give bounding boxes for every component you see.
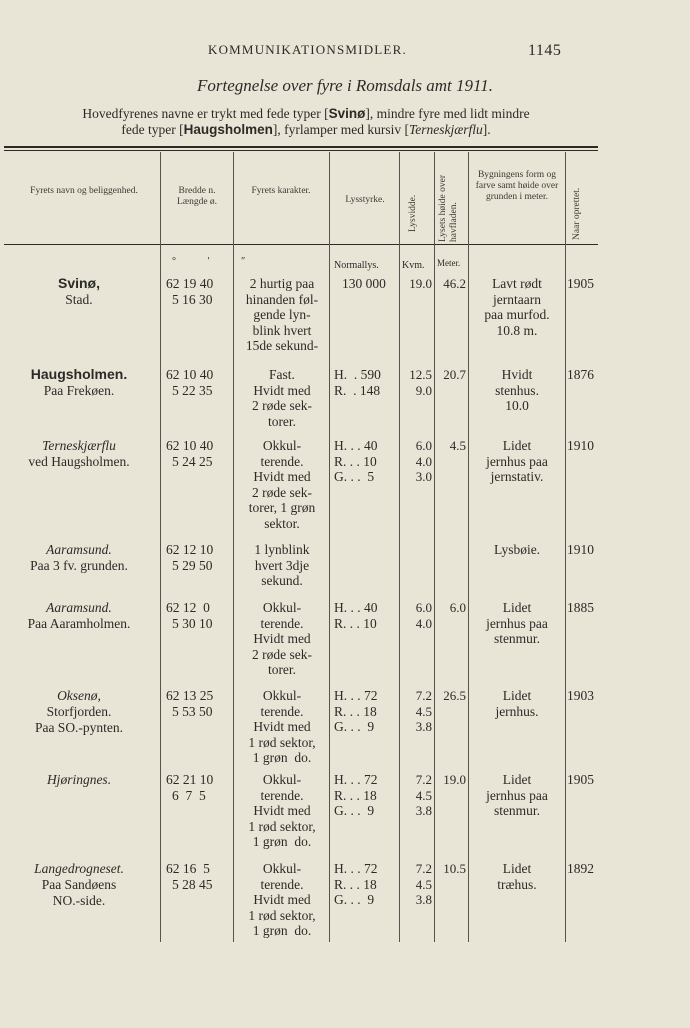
- lighthouse-name: Langedrogneset.: [34, 861, 124, 876]
- col-header-range: Lysvidde.: [408, 194, 418, 232]
- col-rule: [468, 152, 469, 942]
- intro-text: Hovedfyrenes navne er trykt med fede typer [Svinø], mindre fyre med lidt mindre fede typer [Haugsholmen], fyrlamper med kursiv [Terneskjærflu].: [82, 106, 530, 137]
- col-rule: [399, 152, 400, 942]
- lighthouse-name: Haugsholmen.: [30, 366, 128, 382]
- latitude: 62 12 10: [166, 542, 214, 557]
- lighthouse-name: Aaramsund.: [46, 600, 112, 615]
- lighthouse-location: Paa Sandøens: [41, 877, 117, 892]
- light-range: 19.0: [409, 276, 432, 291]
- building-description: Lidet jernhus paa stenmur.: [486, 600, 548, 646]
- building-description: Lidet jernhus paa stenmur.: [486, 772, 548, 818]
- light-character: Okkul- terende. Hvidt med 1 rød sektor, 1 grøn do.: [248, 772, 316, 849]
- col-header-coords: Bredde n. Længde ø.: [176, 186, 218, 207]
- light-intensity: H. . . 40 R. . . 10 G. . . 5: [334, 438, 378, 484]
- building-description: Lidet jernhus.: [495, 688, 539, 719]
- building-description: Lavt rødt jerntaarn paa murfod. 10.8 m.: [484, 276, 550, 338]
- light-height: 6.0: [449, 600, 466, 615]
- unit-coords: ° ′ ″: [172, 256, 252, 267]
- latitude: 62 19 40: [166, 276, 214, 291]
- light-character: Okkul- terende. Hvidt med 2 røde sek- torer.: [252, 600, 312, 677]
- col-header-name: Fyrets navn og beliggenhed.: [30, 186, 138, 196]
- light-character: Fast. Hvidt med 2 røde sek- torer.: [252, 367, 312, 429]
- light-range: 6.0 4.0: [415, 600, 432, 631]
- year-established: 1876: [567, 367, 594, 382]
- year-established: 1905: [567, 772, 594, 787]
- col-header-established: Naar oprettet.: [572, 187, 582, 240]
- lighthouse-location: Stad.: [65, 292, 93, 307]
- longitude: 5 24 25: [172, 454, 213, 469]
- lighthouse-location: Paa Frekøen.: [43, 383, 115, 398]
- col-header-building: Bygningens form og farve samt høide over grunden i meter.: [475, 170, 559, 202]
- col-rule: [329, 152, 330, 942]
- lighthouse-name: Oksenø,: [57, 688, 101, 703]
- page-number: 1145: [528, 42, 562, 59]
- longitude: 6 7 5: [172, 788, 206, 803]
- light-height: 4.5: [449, 438, 466, 453]
- col-rule: [434, 152, 435, 942]
- table-top-rule: [4, 146, 598, 148]
- table-caption: Fortegnelse over fyre i Romsdals amt 1911.: [196, 76, 494, 95]
- latitude: 62 10 40: [166, 367, 214, 382]
- light-range: 12.5 9.0: [409, 367, 432, 398]
- lighthouse-location: Storfjorden.: [46, 704, 112, 719]
- light-intensity: H. . . 40 R. . . 10: [334, 600, 378, 631]
- longitude: 5 22 35: [172, 383, 213, 398]
- light-height: 19.0: [443, 772, 466, 787]
- latitude: 62 21 10: [166, 772, 214, 787]
- lighthouse-location: Paa Aaramholmen.: [27, 616, 131, 631]
- building-description: Hvidt stenhus. 10.0: [495, 367, 539, 413]
- year-established: 1905: [567, 276, 594, 291]
- longitude: 5 29 50: [172, 558, 213, 573]
- light-character: 2 hurtig paa hinanden føl- gende lyn- blink hvert 15de sekund-: [245, 276, 319, 353]
- light-height: 10.5: [443, 861, 466, 876]
- light-character: Okkul- terende. Hvidt med 1 rød sektor, 1 grøn do.: [248, 861, 316, 938]
- light-range: 7.2 4.5 3.8: [415, 688, 432, 734]
- building-description: Lidet jernhus paa jernstativ.: [486, 438, 548, 484]
- longitude: 5 16 30: [172, 292, 213, 307]
- lighthouse-location-detail: Paa SO.-pynten.: [34, 720, 124, 735]
- header-bottom-rule: [4, 244, 598, 245]
- year-established: 1910: [567, 438, 594, 453]
- running-head-title: KOMMUNIKATIONSMIDLER.: [208, 42, 407, 57]
- col-header-character: Fyrets karakter.: [251, 186, 311, 196]
- unit-range: Kvm.: [402, 260, 425, 271]
- light-range: 6.0 4.0 3.0: [415, 438, 432, 484]
- col-header-intensity: Lysstyrke.: [345, 195, 385, 205]
- col-header-height: Lysets høide over havfladen.: [438, 174, 459, 242]
- table-top-rule-2: [4, 150, 598, 151]
- longitude: 5 30 10: [172, 616, 213, 631]
- light-intensity: 130 000: [342, 276, 386, 291]
- light-range: 7.2 4.5 3.8: [415, 772, 432, 818]
- building-description: Lidet træhus.: [497, 861, 537, 892]
- light-height: 46.2: [443, 276, 466, 291]
- lighthouse-name: Svinø,: [57, 275, 100, 291]
- year-established: 1892: [567, 861, 594, 876]
- lighthouse-location: ved Haugsholmen.: [28, 454, 130, 469]
- light-height: 20.7: [443, 367, 466, 382]
- unit-intensity: Normallys.: [334, 260, 379, 271]
- light-character: Okkul- terende. Hvidt med 1 rød sektor, 1 grøn do.: [248, 688, 316, 765]
- latitude: 62 10 40: [166, 438, 214, 453]
- longitude: 5 28 45: [172, 877, 213, 892]
- lighthouse-location: Paa 3 fv. grunden.: [30, 558, 128, 573]
- light-character: 1 lynblink hvert 3dje sekund.: [254, 542, 310, 588]
- lighthouse-name: Aaramsund.: [46, 542, 112, 557]
- light-intensity: H. . 590 R. . 148: [334, 367, 381, 398]
- year-established: 1910: [567, 542, 594, 557]
- latitude: 62 16 5: [166, 861, 210, 876]
- latitude: 62 12 0: [166, 600, 210, 615]
- year-established: 1903: [567, 688, 594, 703]
- light-range: 7.2 4.5 3.8: [415, 861, 432, 907]
- longitude: 5 53 50: [172, 704, 213, 719]
- lighthouse-location-detail: NO.-side.: [52, 893, 106, 908]
- year-established: 1885: [567, 600, 594, 615]
- latitude: 62 13 25: [166, 688, 214, 703]
- light-height: 26.5: [443, 688, 466, 703]
- light-character: Okkul- terende. Hvidt med 2 røde sek- torer, 1 grøn sektor.: [248, 438, 316, 531]
- light-intensity: H. . . 72 R. . . 18 G. . . 9: [334, 688, 378, 734]
- light-intensity: H. . . 72 R. . . 18 G. . . 9: [334, 772, 378, 818]
- col-rule: [233, 152, 234, 942]
- lighthouse-name: Hjøringnes.: [46, 772, 112, 787]
- light-intensity: H. . . 72 R. . . 18 G. . . 9: [334, 861, 378, 907]
- building-description: Lysbøie.: [493, 542, 541, 557]
- unit-height: Meter.: [437, 258, 461, 268]
- lighthouse-name: Terneskjærflu: [42, 438, 116, 453]
- col-rule: [565, 152, 566, 942]
- col-rule: [160, 152, 161, 942]
